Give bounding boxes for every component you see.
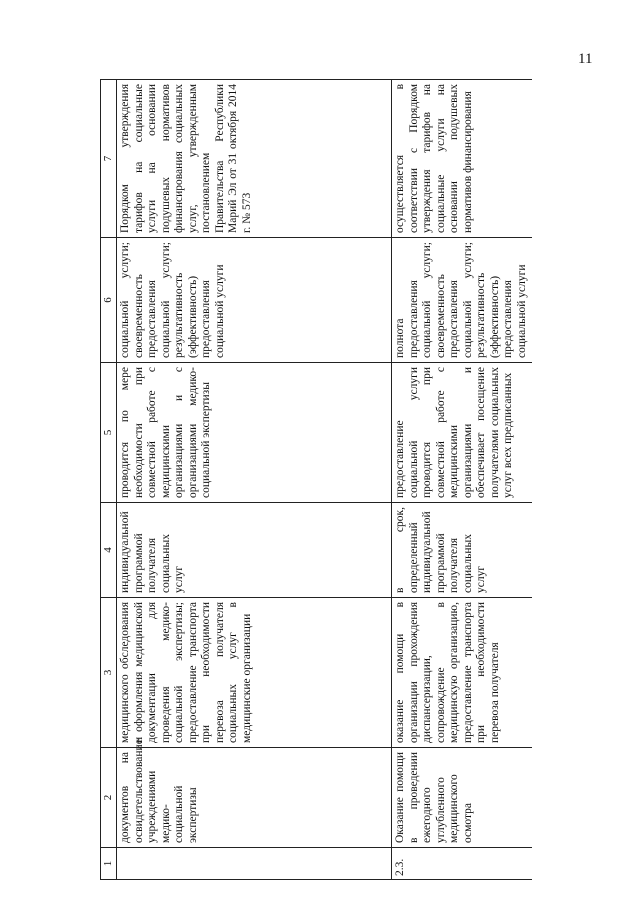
- service-conditions: осуществляется в соответствии с Порядком утверждения тарифов на социальные услуги на основании подушевых нормативов финансирования: [391, 80, 531, 238]
- header-cell-3: 3: [101, 598, 117, 748]
- service-term: в срок, определенный индивидуальной программой получателя социальных услуг: [391, 503, 531, 598]
- service-name: документов на освидетельствование учреждениями медико-социальной экспертизы: [116, 748, 391, 848]
- page-number: 11: [578, 51, 593, 67]
- service-name: Оказание помощи в проведении ежегодного углубленного медицинского осмотра: [391, 748, 531, 848]
- rotated-table-container: [100, 80, 560, 880]
- row-number: 2.3.: [391, 848, 531, 880]
- service-indicators: социальной услуги; своевременность предоставления социальной услуги; результативность (эффективность) предоставления социальной услуги: [116, 238, 391, 363]
- service-unit: предоставление социальной услуги проводится при совместной работе с медицинскими организациями и обеспечивает посещение получателями социальных услуг всех предписанных: [391, 363, 531, 503]
- service-indicators: полнота предоставления социальной услуги; своевременность предоставления социальной услуги; результативность (эффективность) предоставления социальной услуги: [391, 238, 531, 363]
- row-number: [116, 848, 391, 880]
- service-content: оказание помощи в организации прохождения диспансеризации, сопровождение в медицинскую организацию, предоставление транспорта при необходимости перевоза получателя: [391, 598, 531, 748]
- header-cell-5: 5: [101, 363, 117, 503]
- services-table: [100, 79, 532, 880]
- table-row: [391, 80, 531, 880]
- header-row: [101, 80, 117, 880]
- service-term: индивидуальной программой получателя социальных услуг: [116, 503, 391, 598]
- service-conditions: Порядком утверждения тарифов на социальные услуги на основании подушевых нормативов финансирования социальных услуг, утвержденным постановлением Правительства Республики Марий Эл от 31 октября 2014 г. № 573: [116, 80, 391, 238]
- service-content: медицинского обследования и оформления медицинской документации для проведения медико-социальной экспертизы; предоставление транспорта при необходимости перевоза получателя социальных услуг в медицинские организации: [116, 598, 391, 748]
- header-cell-6: 6: [101, 238, 117, 363]
- table-row: [116, 80, 391, 880]
- header-cell-4: 4: [101, 503, 117, 598]
- service-unit: проводится по мере необходимости при совместной работе с медицинскими организациями и с организациями медико-социальной экспертизы: [116, 363, 391, 503]
- header-cell-1: 1: [101, 848, 117, 880]
- header-cell-7: 7: [101, 80, 117, 238]
- header-cell-2: 2: [101, 748, 117, 848]
